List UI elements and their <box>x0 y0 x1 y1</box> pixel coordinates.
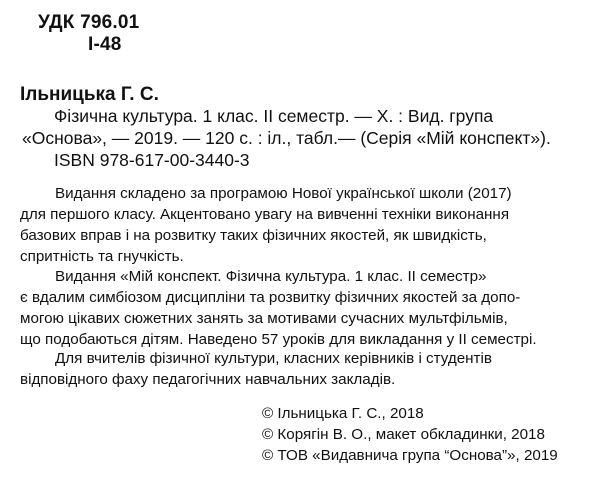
isbn: ISBN 978-617-00-3440-3 <box>54 150 250 170</box>
annotation-paragraph-1 <box>20 183 580 267</box>
copyright-line: © Ільницька Г. С., 2018 <box>262 405 424 422</box>
text-line: могою цікавих сюжетних занять за мотивами сучасних мультфільмів, <box>20 310 508 327</box>
text-line: спритність та гнучкість. <box>20 248 184 265</box>
text-line: відповідного фаху педагогічних навчальних закладів. <box>20 371 396 388</box>
bibliographic-description <box>22 105 584 149</box>
copyright-line: © ТОВ «Видавнича група “Основа”», 2019 <box>262 447 558 464</box>
copyright-block <box>262 403 558 466</box>
udk-code: УДК 796.01 <box>38 12 140 33</box>
classification-codes <box>38 12 139 56</box>
annotation-paragraph-3 <box>20 348 580 390</box>
text-line: є вдалим симбіозом дисципліни та розвитку фізичних якостей за допо- <box>20 289 521 306</box>
copyright-line: © Корягін В. О., макет обкладинки, 2018 <box>262 426 545 443</box>
text-line: Видання «Мій конспект. Фізична культура. 1 клас. ІІ семестр» <box>55 268 487 285</box>
author-name: Ільницька Г. С. <box>20 84 159 105</box>
text-line: для першого класу. Акцентовано увагу на вивченні техніки виконання <box>20 206 510 223</box>
bibliographic-line: «Основа», — 2019. — 120 с. : іл., табл.— (Серія «Мій конспект»). <box>22 128 551 148</box>
text-line: базових вправ і на розвитку таких фізичних якостей, як швидкість, <box>20 227 487 244</box>
text-line: що подобаються дітям. Наведено 57 уроків для викладання у ІІ семестрі. <box>20 331 537 348</box>
annotation-paragraph-2 <box>20 266 580 350</box>
bibliographic-line: Фізична культура. 1 клас. ІІ семестр. — Х. : Вид. група <box>54 106 494 126</box>
text-line: Видання складено за програмою Нової української школи (2017) <box>55 185 512 202</box>
bbk-code: І-48 <box>88 34 122 55</box>
text-line: Для вчителів фізичної культури, класних керівників і студентів <box>55 350 492 367</box>
